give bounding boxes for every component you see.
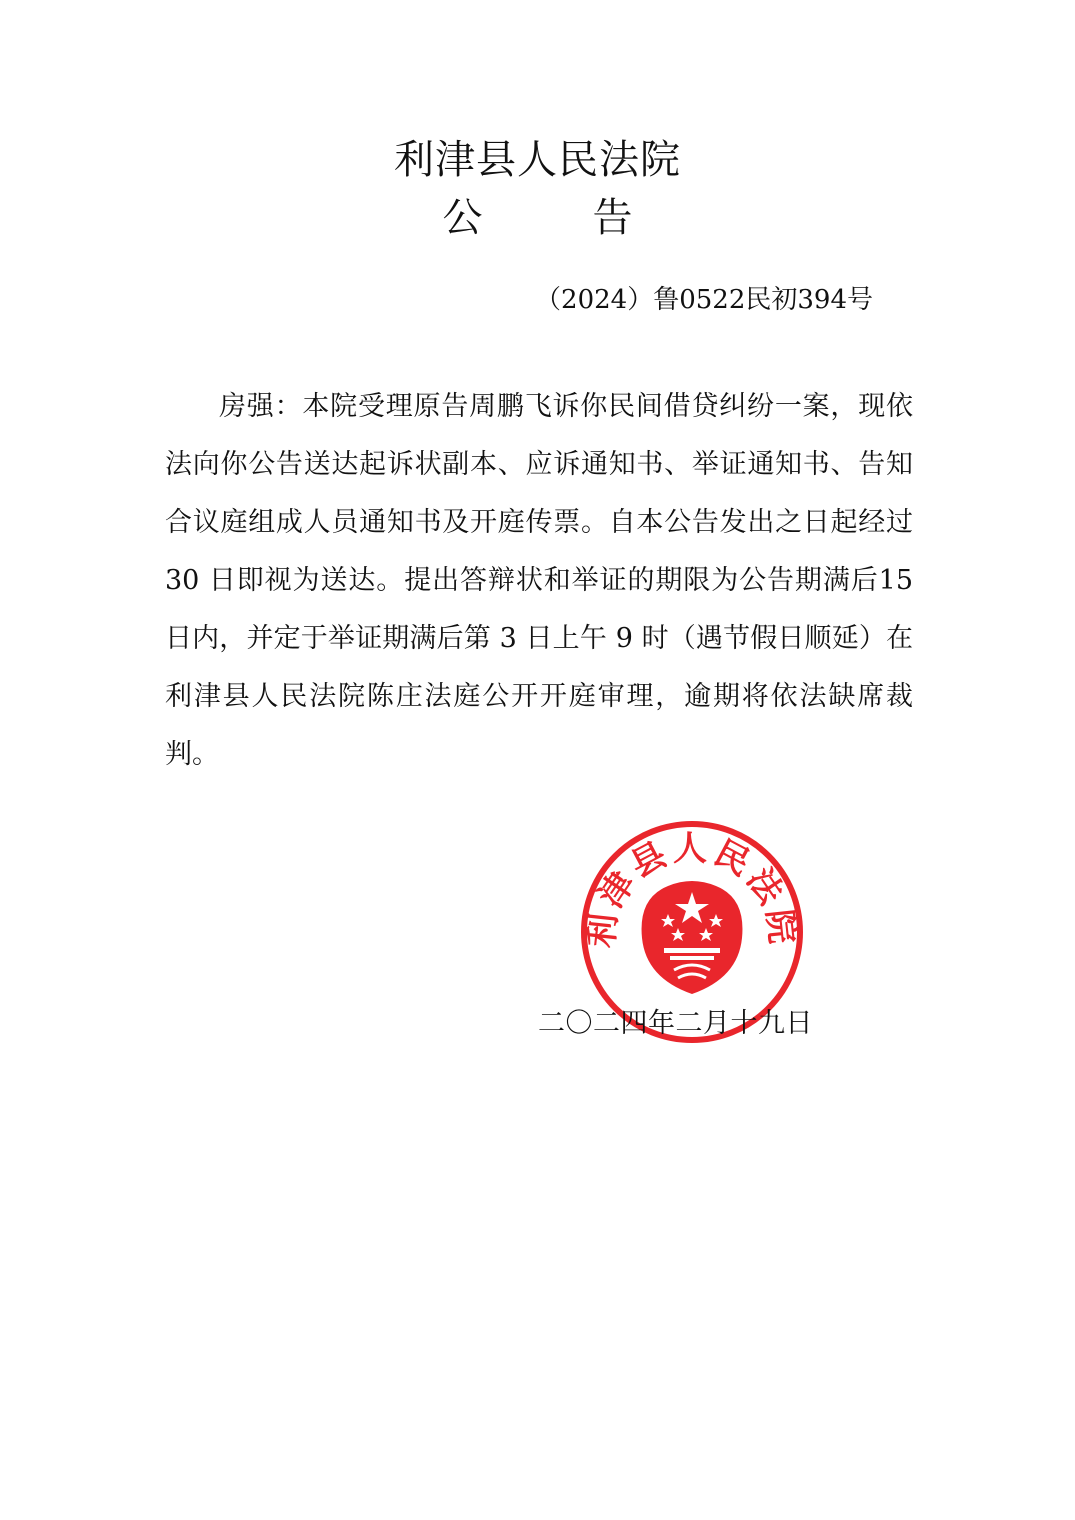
notice-title-left: 公 [442,195,483,241]
court-name: 利津县人民法院 [394,137,681,183]
national-emblem-icon [642,881,743,994]
notice-date: 二〇二四年二月十九日 [538,1008,813,1039]
notice-title-right: 告 [592,195,633,241]
notice-body: 房强：本院受理原告周鹏飞诉你民间借贷纠纷一案，现依法向你公告送达起诉状副本、应诉通知书、举证通知书、告知合议庭组成人员通知书及开庭传票。自本公告发出之日起经过 30 日即视为送达。提出答辩状和举证的期限为公告期满后15日内，并定于举证期满后第 3 日上午 9 时（遇节假日顺延）在利津县人民法院陈庄法庭公开开庭审理，逾期将依法缺席裁判。 [165,391,913,770]
case-number: （2024）鲁0522民初394号 [535,285,873,315]
seal-text: 利津县人民法院 [581,829,803,950]
notice-title [0,190,1075,246]
